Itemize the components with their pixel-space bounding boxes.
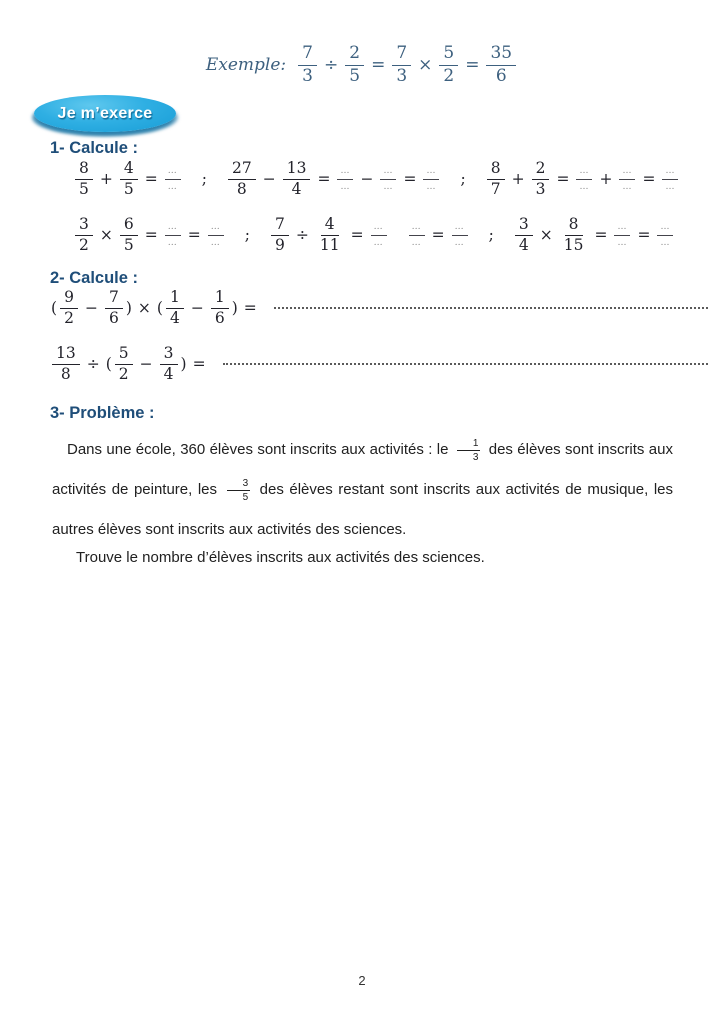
fraction [120, 216, 138, 255]
fraction [227, 478, 251, 503]
fraction [52, 345, 80, 384]
blank-fraction [619, 166, 635, 192]
fraction [486, 44, 516, 86]
numerator: 7 [392, 44, 411, 66]
operator: = [431, 226, 445, 245]
blank-fraction [423, 166, 439, 192]
blank-fraction [614, 222, 630, 248]
fraction [115, 345, 133, 384]
numerator: 7 [298, 44, 317, 66]
denominator: … [411, 237, 422, 248]
fraction [392, 44, 411, 86]
numerator: 7 [105, 289, 123, 309]
dotted-answer-line [223, 363, 708, 365]
math-text: des élèves restant sont inscrits aux activités de musique, les autres élèves sont inscrits aux activités des sciences. [52, 481, 673, 538]
numerator: 6 [120, 216, 138, 236]
denominator: 4 [518, 235, 529, 254]
separator: ; [460, 170, 466, 189]
denominator: … [167, 237, 178, 248]
denominator: … [617, 237, 628, 248]
blank-fraction [165, 166, 181, 192]
denominator: 2 [64, 308, 74, 327]
operator: = [243, 299, 257, 318]
numerator: … [380, 166, 396, 179]
fraction [75, 160, 93, 199]
denominator: 5 [123, 235, 134, 254]
separator: ; [244, 226, 250, 245]
numerator: … [619, 166, 635, 179]
numerator: 3 [515, 216, 533, 236]
blank-fraction [662, 166, 678, 192]
numerator: … [337, 166, 353, 179]
denominator: 4 [169, 308, 180, 327]
example-label: Exemple: [205, 55, 287, 76]
denominator: … [660, 237, 671, 248]
blank-fraction [657, 222, 673, 248]
example-line [0, 44, 724, 86]
numerator: … [452, 222, 468, 235]
operator: = [637, 226, 651, 245]
numerator: … [662, 166, 678, 179]
operator: − [139, 355, 153, 374]
operator: ÷ [86, 355, 100, 374]
math-text: ) [231, 299, 238, 318]
denominator: … [373, 237, 384, 248]
denominator: … [622, 181, 633, 192]
fraction [120, 160, 138, 199]
numerator: … [423, 166, 439, 179]
fraction [532, 160, 550, 199]
separator: ; [201, 170, 207, 189]
numerator: 3 [227, 478, 251, 491]
math-text: ( [51, 299, 58, 318]
denominator: … [167, 181, 178, 192]
denominator: 5 [242, 491, 249, 503]
math-text: ) [180, 355, 187, 374]
calc-row-1 [73, 160, 680, 199]
operator: = [594, 226, 608, 245]
fraction [271, 216, 289, 255]
operator: × [539, 226, 553, 245]
operator: + [99, 170, 113, 189]
numerator: 2 [345, 44, 364, 66]
denominator: … [210, 237, 221, 248]
numerator: 1 [211, 289, 229, 309]
denominator: 3 [535, 179, 546, 198]
separator: ; [488, 226, 494, 245]
denominator: 9 [274, 235, 285, 254]
fraction [439, 44, 458, 86]
math-text: ( [105, 355, 112, 374]
blank-fraction [576, 166, 592, 192]
numerator: … [208, 222, 224, 235]
numerator: 3 [160, 345, 178, 365]
blank-fraction [165, 222, 181, 248]
section-2-title: 2- Calcule : [50, 269, 139, 287]
operator: + [511, 170, 525, 189]
fraction [560, 216, 588, 255]
blank-fraction [337, 166, 353, 192]
operator: = [642, 170, 656, 189]
denominator: … [665, 181, 676, 192]
fraction [166, 289, 184, 328]
operator: = [465, 55, 480, 76]
denominator: 7 [490, 179, 501, 198]
operator: = [403, 170, 417, 189]
operator: − [262, 170, 276, 189]
fraction [228, 160, 256, 199]
problem-question: Trouve le nombre d’élèves inscrits aux activités des sciences. [76, 549, 485, 566]
exercise [269, 216, 470, 255]
operator: − [360, 170, 374, 189]
operator: ÷ [295, 226, 309, 245]
calc2-line-2 [50, 345, 710, 384]
denominator: 6 [108, 308, 119, 327]
fraction [160, 345, 178, 384]
fraction [105, 289, 123, 328]
denominator: … [454, 237, 465, 248]
page-number: 2 [358, 973, 366, 988]
numerator: 8 [487, 160, 505, 180]
math-text: ) [125, 299, 132, 318]
blank-fraction [452, 222, 468, 248]
je-mexerce-badge [34, 95, 176, 132]
operator: ÷ [324, 55, 339, 76]
denominator: 5 [123, 179, 134, 198]
example-expression [296, 44, 518, 86]
numerator: … [657, 222, 673, 235]
denominator: 3 [396, 65, 408, 86]
numerator: 7 [271, 216, 289, 236]
exercise [73, 216, 226, 255]
numerator: 3 [75, 216, 93, 236]
calc-row-2 [73, 216, 675, 255]
blank-fraction [380, 166, 396, 192]
operator: = [556, 170, 570, 189]
operator: − [190, 299, 204, 318]
operator: = [317, 170, 331, 189]
blank-fraction [208, 222, 224, 248]
fraction [75, 216, 93, 255]
math-text: Dans une école, 360 élèves sont inscrits aux activités : le [67, 441, 453, 458]
denominator: 5 [349, 65, 361, 86]
operator: = [192, 355, 206, 374]
numerator: … [165, 222, 181, 235]
denominator: 5 [79, 179, 89, 198]
problem-statement [52, 430, 673, 550]
operator: + [599, 170, 613, 189]
section-3-title: 3- Problème : [50, 404, 155, 422]
fraction [345, 44, 364, 86]
operator: × [137, 299, 151, 318]
fraction [457, 438, 481, 463]
numerator: 13 [283, 160, 311, 180]
numerator: 4 [321, 216, 339, 236]
numerator: 4 [120, 160, 138, 180]
denominator: 4 [291, 179, 302, 198]
numerator: 5 [115, 345, 133, 365]
numerator: … [576, 166, 592, 179]
denominator: 2 [79, 235, 89, 254]
denominator: 8 [236, 179, 247, 198]
calc2-line-1 [50, 289, 710, 328]
numerator: 8 [565, 216, 583, 236]
fraction [283, 160, 311, 199]
numerator: 8 [75, 160, 93, 180]
numerator: … [409, 222, 425, 235]
operator: = [350, 226, 364, 245]
numerator: 2 [532, 160, 550, 180]
badge-label: Je m’exerce [57, 104, 153, 122]
denominator: … [426, 181, 437, 192]
math-text: des élèves sont inscrits aux activités de peinture, les [52, 441, 673, 498]
numerator: … [165, 166, 181, 179]
blank-fraction [409, 222, 425, 248]
operator: = [187, 226, 201, 245]
exercise [50, 345, 710, 384]
denominator: … [383, 181, 394, 192]
denominator: 3 [472, 451, 479, 463]
denominator: 15 [563, 235, 584, 254]
denominator: 6 [214, 308, 225, 327]
denominator: … [579, 181, 590, 192]
numerator: 1 [457, 438, 481, 451]
numerator: 35 [486, 44, 516, 66]
denominator: … [340, 181, 351, 192]
exercise [485, 160, 681, 199]
fraction [316, 216, 344, 255]
operator: = [144, 226, 158, 245]
numerator: … [371, 222, 387, 235]
fraction [515, 216, 533, 255]
denominator: 2 [118, 364, 129, 383]
operator: = [371, 55, 386, 76]
exercise [73, 160, 183, 199]
numerator: 9 [60, 289, 78, 309]
operator: × [418, 55, 433, 76]
exercise [50, 289, 710, 328]
operator: − [84, 299, 98, 318]
section-1-title: 1- Calcule : [50, 139, 139, 157]
numerator: 13 [52, 345, 80, 365]
denominator: 11 [319, 235, 340, 254]
fraction [211, 289, 229, 328]
denominator: 3 [302, 65, 313, 86]
fraction [298, 44, 317, 86]
blank-fraction [371, 222, 387, 248]
operator: × [99, 226, 113, 245]
fraction [60, 289, 78, 328]
denominator: 6 [495, 65, 507, 86]
operator: = [144, 170, 158, 189]
exercise [513, 216, 676, 255]
denominator: 8 [60, 364, 71, 383]
dotted-answer-line [274, 307, 708, 309]
numerator: 5 [439, 44, 458, 66]
exercise [226, 160, 441, 199]
denominator: 4 [163, 364, 174, 383]
fraction [487, 160, 505, 199]
numerator: 27 [228, 160, 256, 180]
denominator: 2 [443, 65, 455, 86]
math-text: ( [156, 299, 163, 318]
numerator: 1 [166, 289, 184, 309]
numerator: … [614, 222, 630, 235]
